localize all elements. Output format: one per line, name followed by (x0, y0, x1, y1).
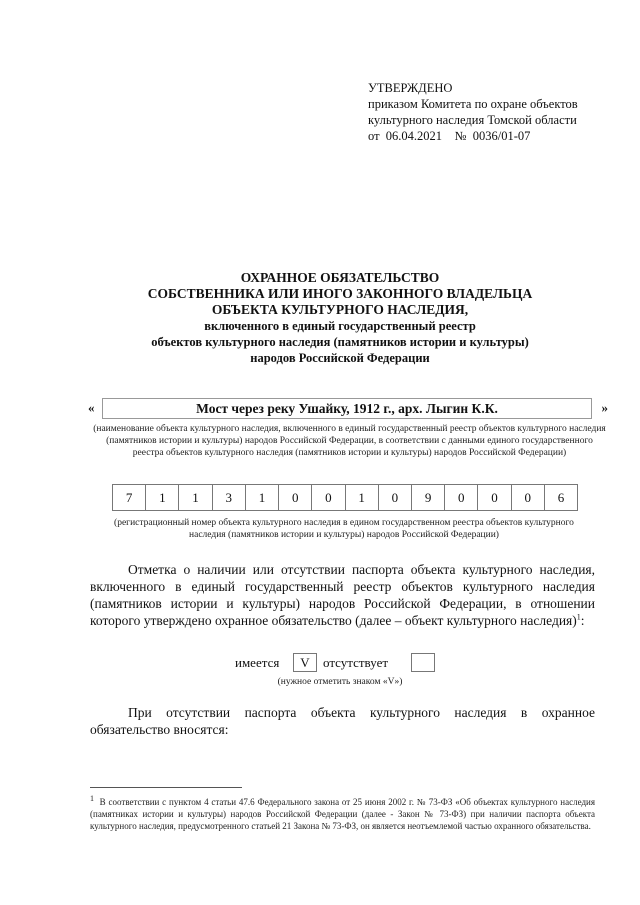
title-line-3: ОБЪЕКТА КУЛЬТУРНОГО НАСЛЕДИЯ, (211, 302, 469, 317)
registration-digit-cell[interactable]: 0 (477, 485, 510, 510)
footnote-separator (90, 787, 242, 788)
registration-digit-cell[interactable]: 1 (178, 485, 211, 510)
footnote (90, 796, 595, 832)
approval-stamp (368, 80, 608, 144)
registration-digit-cell[interactable]: 1 (245, 485, 278, 510)
footnote-text: В соответствии с пунктом 4 статьи 47.6 Федерального закона от 25 июня 2002 г. № 73-ФЗ «Об объектах культурного наследия (памятниках истории и культуры) народов Российской Федерации (далее - Закон № 73-ФЗ) при наличии паспорта объекта культурного наследия, предусмотренного статьей 21 Закона № 73-ФЗ, он является неотъемлемой частью охранного обязательства. (90, 797, 596, 831)
registration-digit-cell[interactable]: 1 (145, 485, 178, 510)
quote-close: » (601, 400, 608, 415)
approval-title: УТВЕРЖДЕНО (368, 81, 453, 95)
registration-digit-cell[interactable]: 3 (212, 485, 245, 510)
present-label: имеется (235, 655, 280, 670)
registration-digit-cell[interactable]: 0 (278, 485, 311, 510)
registration-digit-cell[interactable]: 6 (544, 485, 577, 510)
registration-digit-cell[interactable]: 0 (511, 485, 544, 510)
absence-paragraph (90, 704, 595, 738)
registration-digit-cell[interactable]: 1 (345, 485, 378, 510)
registration-number-field (112, 484, 578, 511)
registration-digit-cell[interactable]: 0 (444, 485, 477, 510)
approval-committee: культурного наследия Томской области (368, 113, 577, 127)
registration-digit-cell[interactable]: 0 (311, 485, 344, 510)
approval-date-number: от 06.04.2021 № 0036/01-07 (368, 129, 531, 143)
quote-open: « (88, 400, 95, 415)
object-name-field[interactable]: Мост через реку Ушайку, 1912 г., арх. Лыгин К.К. (102, 398, 592, 419)
title-line-1: ОХРАННОЕ ОБЯЗАТЕЛЬСТВО (240, 270, 440, 285)
passport-paragraph-text: Отметка о наличии или отсутствии паспорта объекта культурного наследия, включенного в единый государственный реестр объектов культурного наследия (памятников истории и культуры) народов Российской Федерации, в отношении которого утверждено охранное обязательство (далее – объект культурного наследия) (90, 562, 595, 628)
absent-label: отсутствует (323, 655, 389, 670)
title-line-4: включенного в единый государственный реестр (204, 319, 476, 333)
passport-paragraph-tail: : (580, 613, 585, 628)
object-name-row (88, 398, 608, 420)
approval-order: приказом Комитета по охране объектов (368, 97, 578, 111)
registration-number-caption: (регистрационный номер объекта культурного наследия в едином государственном реестра объектов культурного наследия (памятников истории и культуры) народов Российской Федерации) (114, 518, 574, 540)
absence-paragraph-text: При отсутствии паспорта объекта культурного наследия в охранное обязательство вносятся: (90, 705, 595, 737)
title-line-5: объектов культурного наследия (памятников истории и культуры) (151, 335, 529, 349)
footnote-number: 1 (90, 794, 94, 803)
title-line-2: СОБСТВЕННИКА ИЛИ ИНОГО ЗАКОННОГО ВЛАДЕЛЬЦА (147, 286, 533, 301)
passport-paragraph (90, 561, 595, 629)
title-line-6: народов Российской Федерации (250, 351, 430, 365)
registration-digit-cell[interactable]: 7 (125, 490, 133, 505)
document-title (60, 270, 620, 366)
footnote-ref[interactable]: 1 (576, 612, 581, 622)
present-checkbox[interactable]: V (293, 653, 317, 672)
absent-checkbox[interactable] (411, 653, 435, 672)
object-name-caption: (наименование объекта культурного наследия, включенного в единый государственный реестр объектов культурного наследия (памятников истории и культуры) народов Российской Федерации, в соответствии с данными единого государственного реестра объектов культурного наследия (памятников истории и культуры) народов Российской Федерации) (93, 424, 606, 458)
registration-digit-cell[interactable]: 0 (378, 485, 411, 510)
presence-hint: (нужное отметить знаком «V») (277, 677, 403, 687)
registration-digit-cell[interactable]: 9 (411, 485, 444, 510)
